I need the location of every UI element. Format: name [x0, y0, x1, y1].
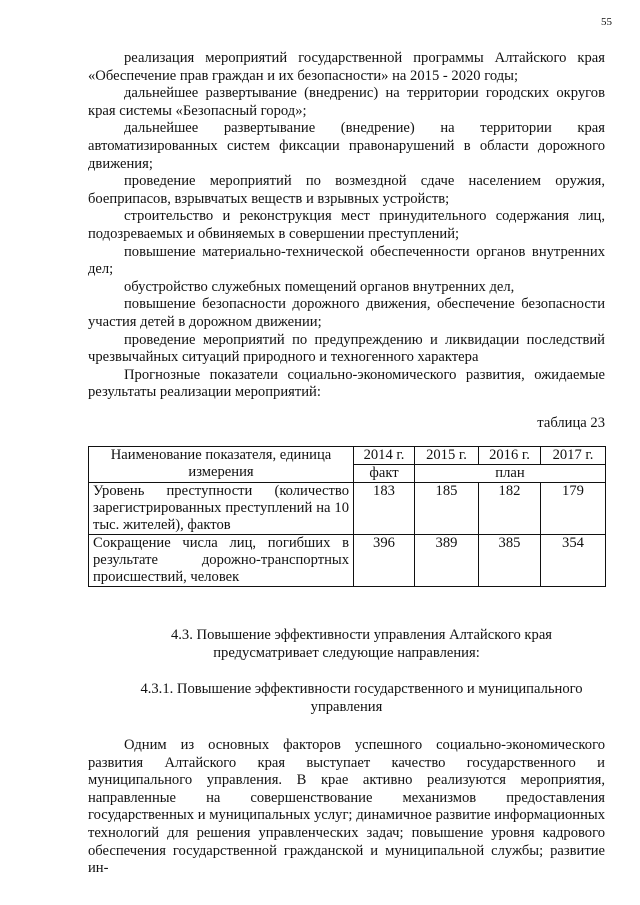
table-cell-value: 389: [415, 535, 479, 587]
table-cell-value: 183: [354, 483, 415, 535]
measures-list: [88, 50, 605, 402]
indicators-table: [88, 446, 606, 587]
list-item: дальнейшее развертывание (внедрение) на территории края автоматизированных систем фиксации правонарушений в области дорожного движения;: [88, 120, 605, 172]
column-header-indicator: Наименование показателя, единица измерения: [89, 447, 354, 483]
body-paragraph: Одним из основных факторов успешного социально-экономического развития Алтайского края выступает качество государственного и муниципального управления. В крае активно реализуются мероприятия, направленные на совершенствование механизмов предоставления государственных и муниципальных услуг; динамичное развитие информационных технологий для решения управленческих задач; повышение уровня кадрового обеспечения государственной гражданской и муниципальной службы; развитие ин-: [88, 737, 605, 877]
list-item: обустройство служебных помещений органов внутренних дел,: [124, 278, 515, 295]
indicator-name: Уровень преступности (количество зарегистрированных преступлений на 10 тыс. жителей), фактов: [89, 483, 354, 535]
table-cell-value: 396: [354, 535, 415, 587]
subsection-heading: 4.3.1. Повышение эффективности государственного и муниципального управления: [140, 681, 583, 715]
column-header-year: 2015 г.: [415, 447, 479, 465]
table-cell-value: 185: [415, 483, 479, 535]
table-caption: таблица 23: [537, 415, 605, 431]
table-row: [89, 535, 606, 587]
plan-label: план: [415, 465, 606, 483]
body-text: [88, 737, 605, 878]
table-header-row: [89, 447, 606, 465]
table-cell-value: 385: [479, 535, 541, 587]
column-header-year: 2016 г.: [479, 447, 541, 465]
list-item: дальнейшее развертывание (внедренис) на территории городских округов края системы «Безопасный город»;: [88, 85, 605, 119]
page-number: 55: [601, 16, 612, 28]
table-row: [89, 483, 606, 535]
column-header-year: 2014 г.: [354, 447, 415, 465]
section-heading: 4.3. Повышение эффективности управления Алтайского края предусматривает следующие направления:: [170, 627, 553, 661]
column-header-year: 2017 г.: [541, 447, 606, 465]
table-cell-value: 182: [479, 483, 541, 535]
list-item: повышение материально-технической обеспеченности органов внутренних дел;: [88, 243, 605, 278]
table-cell-value: 179: [541, 483, 606, 535]
list-item: проведение мероприятий по предупреждению и ликвидации последствий чрезвычайных ситуаций природного и техногенного характера: [88, 331, 605, 366]
forecast-intro: Прогнозные показатели социально-экономического развития, ожидаемые результаты реализации мероприятий:: [88, 366, 605, 401]
list-item: строительство и реконструкция мест принудительного содержания лиц, подозреваемых и обвиняемых в совершении преступлений;: [88, 208, 605, 242]
table-cell-value: 354: [541, 535, 606, 587]
indicator-name: Сокращение числа лиц, погибших в результате дорожно-транспортных происшествий, человек: [89, 535, 354, 587]
fact-label: факт: [354, 465, 415, 483]
list-item: повышение безопасности дорожного движения, обеспечение безопасности участия детей в дорожном движении;: [88, 296, 605, 330]
list-item: реализация мероприятий государственной программы Алтайского края «Обеспечение прав граждан и их безопасности» на 2015 - 2020 годы;: [88, 50, 605, 84]
list-item: проведение мероприятий по возмездной сдаче населением оружия, боеприпасов, взрывчатых веществ и взрывных устройств;: [88, 173, 605, 207]
